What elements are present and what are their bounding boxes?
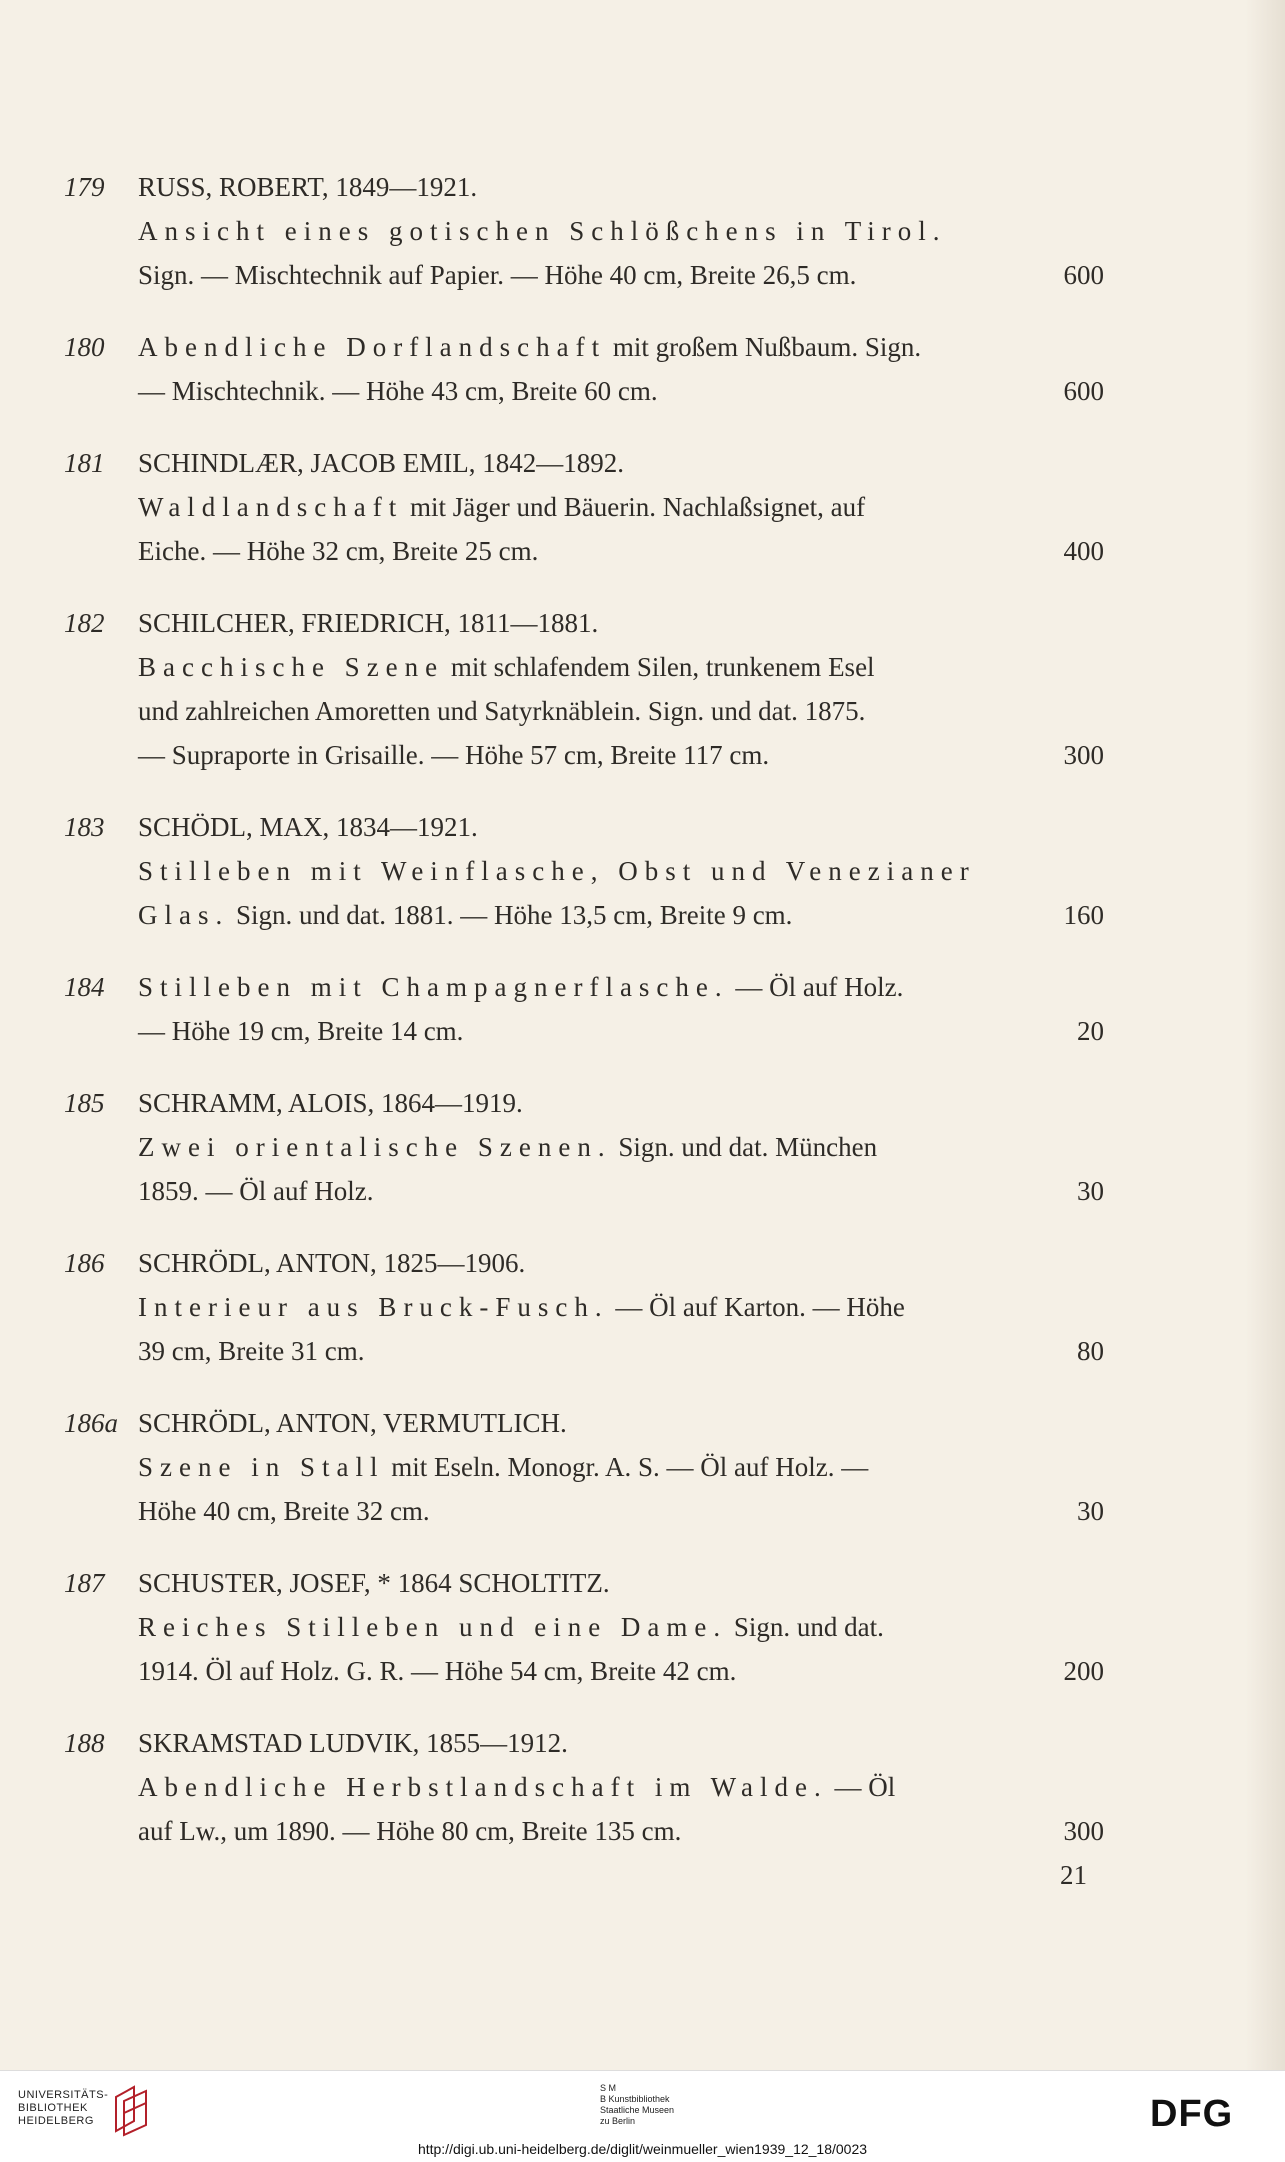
entry-text	[138, 1081, 1104, 1213]
entry-line	[138, 485, 1104, 529]
entry-line	[138, 1285, 1104, 1329]
lot-number: 182	[64, 608, 105, 638]
footer-text-line: S M	[600, 2083, 617, 2093]
line-text: Höhe 40 cm, Breite 32 cm.	[138, 1496, 430, 1526]
entry-line	[138, 253, 1104, 297]
entry-text	[138, 1721, 1104, 1853]
line-text: Sign. und dat.	[727, 1612, 884, 1642]
source-url[interactable]: http://digi.ub.uni-heidelberg.de/diglit/weinmueller_wien1939_12_18/0023	[417, 2141, 868, 2157]
catalog-entry	[64, 1561, 1104, 1693]
library-name	[18, 2089, 108, 2128]
entry-line	[138, 965, 1104, 1009]
artwork-title: Zwei orientalische Szenen.	[138, 1132, 612, 1162]
line-text: SCHRÖDL, ANTON, VERMUTLICH.	[138, 1408, 567, 1438]
line-text: — Mischtechnik. — Höhe 43 cm, Breite 60 cm.	[138, 376, 658, 406]
artwork-title: Bacchische Szene	[138, 652, 445, 682]
line-text: 1914. Öl auf Holz. G. R. — Höhe 54 cm, Breite 42 cm.	[138, 1656, 737, 1686]
price-estimate: 300	[1063, 1816, 1104, 1846]
entry-line	[138, 1445, 1104, 1489]
line-text: RUSS, ROBERT, 1849—1921.	[138, 172, 478, 202]
footer-text-line: B Kunstbibliothek	[600, 2094, 670, 2104]
entry-line	[138, 165, 1104, 209]
price-estimate: 160	[1063, 900, 1104, 930]
line-text: und zahlreichen Amoretten und Satyrknäblein. Sign. und dat. 1875.	[138, 696, 866, 726]
price-estimate: 200	[1063, 1656, 1104, 1686]
lot-number: 184	[64, 972, 105, 1002]
artwork-title: Abendliche Herbstlandschaft im Walde.	[138, 1772, 828, 1802]
entry-line	[138, 441, 1104, 485]
line-text: SCHINDLÆR, JACOB EMIL, 1842—1892.	[138, 448, 625, 478]
line-text: Eiche. — Höhe 32 cm, Breite 25 cm.	[138, 536, 539, 566]
entry-line	[138, 805, 1104, 849]
page-number: 21	[1060, 1860, 1087, 1890]
lot-number: 183	[64, 812, 105, 842]
artwork-title: Ansicht eines gotischen Schlößchens in Tirol.	[138, 216, 947, 246]
entry-line	[138, 529, 1104, 573]
footer-text-line: BIBLIOTHEK	[18, 2102, 88, 2114]
price-estimate: 300	[1063, 740, 1104, 770]
line-text: — Öl auf Karton. — Höhe	[608, 1292, 905, 1322]
entry-text	[138, 165, 1104, 297]
line-text: — Öl	[827, 1772, 896, 1802]
artwork-title: Glas.	[138, 900, 230, 930]
line-text: — Öl auf Holz.	[728, 972, 904, 1002]
price-estimate: 30	[1077, 1496, 1104, 1526]
entry-text	[138, 1241, 1104, 1373]
entry-line	[138, 893, 1104, 937]
price-estimate: 400	[1063, 536, 1104, 566]
entry-text	[138, 1561, 1104, 1693]
entry-line	[138, 1561, 1104, 1605]
entry-line	[138, 689, 1104, 733]
artwork-title: Stilleben mit Weinflasche, Obst und Venezianer	[138, 856, 976, 886]
line-text: — Supraporte in Grisaille. — Höhe 57 cm, Breite 117 cm.	[138, 740, 770, 770]
entry-line	[138, 325, 1104, 369]
entry-text	[138, 441, 1104, 573]
footer-bar	[0, 2070, 1285, 2162]
lot-number: 188	[64, 1728, 105, 1758]
page-edge-shadow	[1245, 0, 1285, 2070]
footer-text-line: Staatliche Museen	[600, 2105, 675, 2115]
university-library-logo-icon	[110, 2083, 154, 2137]
footer-text-line: UNIVERSITÄTS-	[18, 2089, 109, 2101]
catalog-entry	[64, 165, 1104, 297]
catalog-entry	[64, 1401, 1104, 1533]
entry-line	[138, 1765, 1104, 1809]
line-text: Sign. — Mischtechnik auf Papier. — Höhe 40 cm, Breite 26,5 cm.	[138, 260, 857, 290]
entry-line	[138, 601, 1104, 645]
entry-line	[138, 1125, 1104, 1169]
entry-line	[138, 1721, 1104, 1765]
artwork-title: Interieur aus Bruck-Fusch.	[138, 1292, 609, 1322]
catalog-entry	[64, 325, 1104, 413]
line-text: SCHUSTER, JOSEF, * 1864 SCHOLTITZ.	[138, 1568, 610, 1598]
entry-line	[138, 1009, 1104, 1053]
entry-line	[138, 1649, 1104, 1693]
entry-line	[138, 1489, 1104, 1533]
dfg-logo: DFG	[1150, 2093, 1234, 2135]
entry-line	[138, 209, 1104, 253]
entry-line	[138, 733, 1104, 777]
price-estimate: 600	[1063, 260, 1104, 290]
line-text: 1859. — Öl auf Holz.	[138, 1176, 374, 1206]
line-text: mit schlafendem Silen, trunkenem Esel	[444, 652, 875, 682]
line-text: Sign. und dat. München	[611, 1132, 878, 1162]
entry-line	[138, 645, 1104, 689]
entry-line	[138, 849, 1104, 893]
entry-text	[138, 965, 1104, 1053]
lot-number: 181	[64, 448, 105, 478]
entry-line	[138, 1241, 1104, 1285]
line-text: SKRAMSTAD LUDVIK, 1855—1912.	[138, 1728, 568, 1758]
lot-number: 186a	[64, 1408, 118, 1438]
entry-line	[138, 1169, 1104, 1213]
lot-number: 185	[64, 1088, 105, 1118]
catalog-entry	[64, 965, 1104, 1053]
lot-number: 186	[64, 1248, 105, 1278]
entry-line	[138, 1329, 1104, 1373]
line-text: SCHILCHER, FRIEDRICH, 1811—1881.	[138, 608, 599, 638]
catalog-entry	[64, 1081, 1104, 1213]
footer-text-line: zu Berlin	[600, 2116, 636, 2126]
price-estimate: 20	[1077, 1016, 1104, 1046]
artwork-title: Waldlandschaft	[138, 492, 404, 522]
line-text: Sign. und dat. 1881. — Höhe 13,5 cm, Breite 9 cm.	[229, 900, 793, 930]
entry-line	[138, 1809, 1104, 1853]
artwork-title: Stilleben mit Champagnerflasche.	[138, 972, 729, 1002]
lot-number: 187	[64, 1568, 105, 1598]
entry-text	[138, 805, 1104, 937]
artwork-title: Abendliche Dorflandschaft	[138, 332, 607, 362]
catalog-entry	[64, 601, 1104, 777]
footer-text-line: HEIDELBERG	[18, 2115, 94, 2127]
catalog-entry	[64, 441, 1104, 573]
line-text: SCHÖDL, MAX, 1834—1921.	[138, 812, 478, 842]
line-text: — Höhe 19 cm, Breite 14 cm.	[138, 1016, 464, 1046]
line-text: mit Jäger und Bäuerin. Nachlaßsignet, auf	[403, 492, 866, 522]
kunstbibliothek-stamp	[600, 2083, 674, 2127]
line-text: SCHRAMM, ALOIS, 1864—1919.	[138, 1088, 523, 1118]
catalog-entries	[64, 165, 1104, 1881]
line-text: auf Lw., um 1890. — Höhe 80 cm, Breite 135 cm.	[138, 1816, 682, 1846]
entry-line	[138, 369, 1104, 413]
artwork-title: Reiches Stilleben und eine Dame.	[138, 1612, 728, 1642]
entry-line	[138, 1401, 1104, 1445]
lot-number: 180	[64, 332, 105, 362]
catalog-entry	[64, 1241, 1104, 1373]
lot-number: 179	[64, 172, 105, 202]
entry-line	[138, 1081, 1104, 1125]
entry-text	[138, 601, 1104, 777]
entry-line	[138, 1605, 1104, 1649]
catalog-entry	[64, 1721, 1104, 1853]
entry-text	[138, 325, 1104, 413]
line-text: SCHRÖDL, ANTON, 1825—1906.	[138, 1248, 526, 1278]
line-text: mit Eseln. Monogr. A. S. — Öl auf Holz. —	[384, 1452, 869, 1482]
catalog-entry	[64, 805, 1104, 937]
artwork-title: Szene in Stall	[138, 1452, 385, 1482]
price-estimate: 80	[1077, 1336, 1104, 1366]
price-estimate: 600	[1063, 376, 1104, 406]
entry-text	[138, 1401, 1104, 1533]
line-text: 39 cm, Breite 31 cm.	[138, 1336, 365, 1366]
line-text: mit großem Nußbaum. Sign.	[606, 332, 922, 362]
price-estimate: 30	[1077, 1176, 1104, 1206]
